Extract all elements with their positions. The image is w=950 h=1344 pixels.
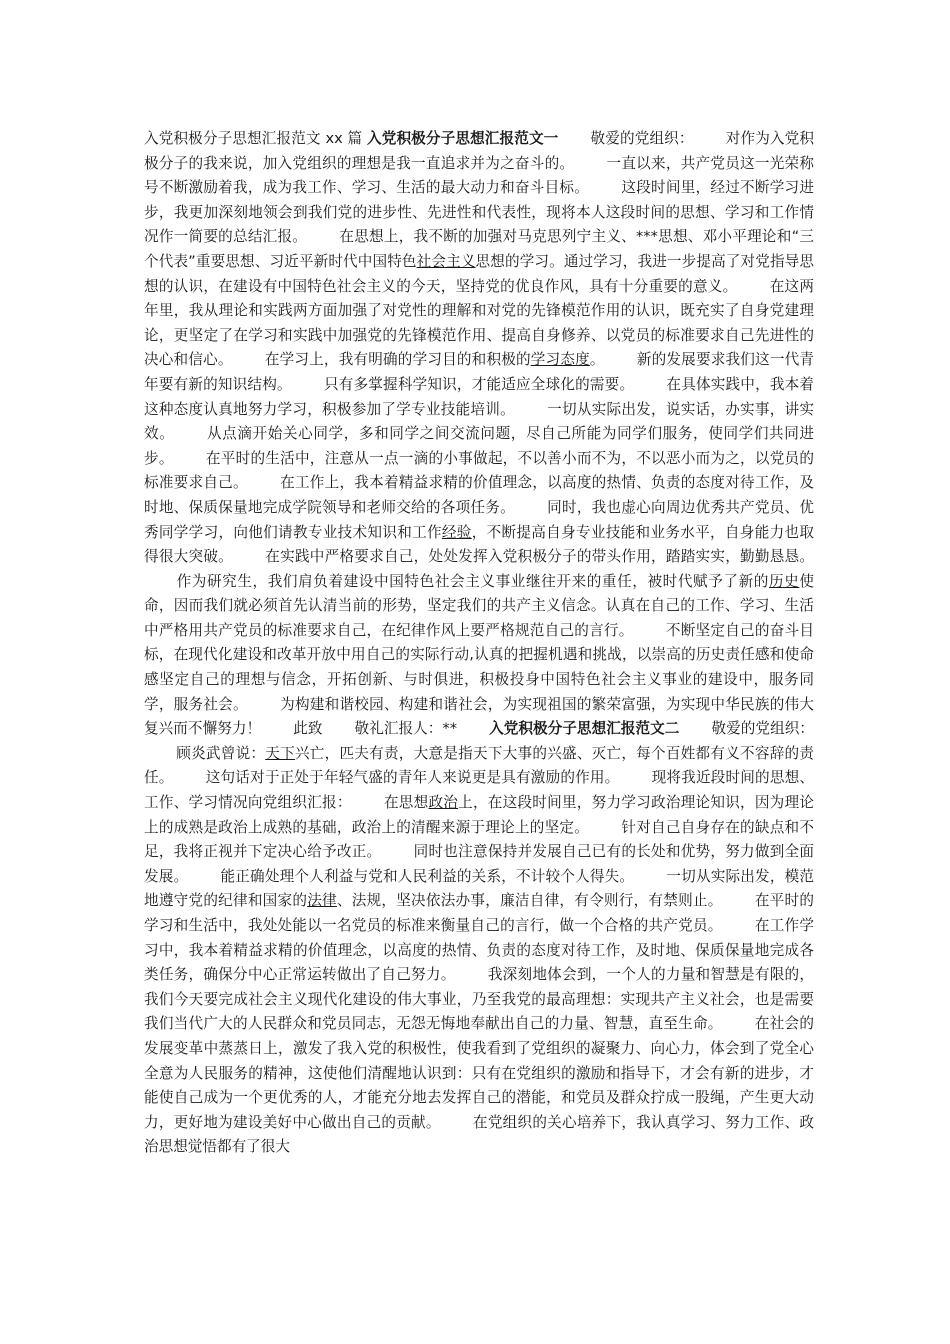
text-run: 这段时间里，经过不断学习进步，我更加深刻地领会到我们党的进步性、先进性和代表性，现将本人这段时间的思想、学习和工作情况作一简要的总结汇报。 (144, 179, 814, 246)
text-run: 现将我近段时间的思想、工作、学习情况向党组织汇报： (144, 769, 814, 812)
text-run: 新的发展要求我们这一代青年要有新的知识结构。 (144, 351, 814, 393)
text-run: 为构建和谐校园、构建和谐社会，为实现祖国的繁荣富强，为实现中华民族的伟大复兴而不懈努力！ (144, 695, 814, 738)
text-run: 顾炎武曾说： (176, 744, 266, 762)
text-run: 在平时的学习和生活中，我处处能以一名党员的标准来衡量自己的言行，做一个合格的共产党员。 (144, 892, 814, 934)
text-run: 。 (589, 351, 605, 369)
text-run: 一直以来，共产党员这一光荣称号不断激励着我，成为我工作、学习、生活的最大动力和奋斗目标。 (144, 154, 814, 197)
text-run: 作为研究生，我们肩负着建设中国特色社会主义事业继往开来的重任，被时代赋予了新的 (176, 572, 769, 590)
text-run: 在实践中严格要求自己，处处发挥入党积极分子的带头作用，踏踏实实，勤勤恳恳。 (265, 548, 814, 566)
underlined-term: 学习态度 (530, 351, 590, 369)
underlined-term: 社会主义 (416, 252, 476, 270)
text-run: 思想的学习。通过学习，我进一步提高了对党指导思想的认识，在建设有中国特色社会主义的今天，坚持党的优良作风，具有十分重要的意义。 (144, 252, 814, 295)
text-run: 敬爱的党组织： (590, 130, 694, 147)
text-run: 在社会的发展变革中蒸蒸日上，激发了我入党的积极性，使我看到了党组织的凝聚力、向心力，体会到了党全心全意为人民服务的精神，这使他们清醒地认识到：只有在党组织的激励和指导下，才会有新的进步，才能使自己成为一个更优秀的人，才能充分地去发挥自己的潜能，和党员及群众拧成一股绳，产生更大动力，更好地为建设美好中心做出自己的贡献。 (144, 1015, 814, 1131)
text-run: 同时，我也虚心向周边优秀共产党员、优秀同学学习，向他们请教专业技术知识和工作 (144, 498, 814, 541)
text-run: 我深刻地体会到，一个人的力量和智慧是有限的，我们今天要完成社会主义现代化建设的伟大事业，乃至我党的最高理想：实现共产主义社会，也是需要我们当代广大的人民群众和党员同志，无怨无悔地奉献出自己的力量、智慧，直至生命。 (144, 966, 814, 1033)
text-run: 只有多掌握科学知识，才能适应全球化的需要。 (323, 375, 635, 393)
text-run: 、法规，坚决依法办事，廉洁自律，有令则行，有禁则止。 (336, 892, 723, 910)
text-run: 在这两年里，我从理论和实践两方面加强了对党性的理解和对党的先锋模范作用的认识，既充实了自身党建理论，更坚定了在学习和实践中加强党的先锋模范作用、提高自身修养、以党员的标准要求自己先进性的决心和信心。 (144, 277, 814, 369)
text-run: 在党组织的关心培养下，我认真学习、努力工作、政治思想觉悟都有了很大 (144, 1113, 814, 1156)
text-run: 在平时的生活中，注意从一点一滴的小事做起，不以善小而不为，不以恶小而为之，以党员的标准要求自己。 (144, 449, 814, 492)
text-run: 上，在这段时间里，努力学习政治理论知识，因为理论上的成熟是政治上成熟的基础，政治上的清醒来源于理论上的坚定。 (144, 794, 814, 836)
text-run: 在具体实践中，我本着这种态度认真地努力学习，积极参加了学专业技能培训。 (144, 375, 814, 418)
text-run: 兴亡，匹夫有责，大意是指天下大事的兴盛、灭亡，每个百姓都有义不容辞的责任。 (144, 744, 814, 787)
underlined-term: 经验 (441, 523, 472, 541)
text-run: 在工作上，我本着精益求精的价值理念，以高度的热情、负责的态度对待工作，及时地、保质保量地完成学院领导和老师交给的各项任务。 (144, 474, 814, 516)
text-run: 在思想 (383, 794, 429, 812)
text-run: 一切从实际出发，说实话，办实事，讲实效。 (144, 400, 814, 443)
text-run: 在学习上，我有明确的学习目的和积极的 (264, 351, 531, 369)
text-run: 使命，因而我们就必须首先认清当前的形势，坚定我们的共产主义信念。认真在自己的工作、学习、生活中严格用共产党员的标准要求自己，在纪律作风上要严格规范自己的言行。 (144, 572, 814, 639)
section-heading: 入党积极分子思想汇报范文二 (489, 720, 680, 738)
text-run: 能正确处理个人利益与党和人民利益的关系，不计较个人得失。 (220, 867, 635, 885)
text-run: 在工作学习中，我本着精益求精的价值理念，以高度的热情、负责的态度对待工作，及时地、保质保量地完成各类任务，确保分中心正常运转做出了自己努力。 (144, 917, 814, 984)
document-body (144, 127, 814, 1160)
text-run: 从点滴开始关心同学，多和同学之间交流问题，尽自己所能为同学们服务，使同学们共同进步。 (144, 425, 814, 467)
text-run: 敬礼汇报人：** (354, 720, 458, 738)
underlined-term: 法律 (307, 892, 337, 910)
text-run: 敬爱的党组织： (711, 720, 814, 738)
text-run: 在思想上，我不断的加强对马克思列宁主义、***思想、邓小平理论和“三个代表”重要思想、习近平新时代中国特色 (144, 228, 814, 270)
text-run: ，不断提高自身专业技能和业务水平，自身能力也取得很大突破。 (144, 523, 814, 566)
underlined-term: 历史 (768, 572, 800, 590)
text-run: 同时也注意保持并发展自己已有的长处和优势，努力做到全面发展。 (144, 843, 814, 885)
section-heading: 入党积极分子思想汇报范文一 (367, 130, 559, 147)
text-run: 一切从实际出发，模范地遵守党的纪律和国家的 (144, 867, 814, 910)
underlined-term: 天下 (265, 744, 295, 762)
text-run: 入党积极分子思想汇报范文 xx 篇 (144, 130, 367, 147)
text-run: 对作为入党积极分子的我来说，加入党组织的理想是我一直追求并为之奋斗的。 (144, 130, 814, 172)
text-run: 针对自己自身存在的缺点和不足，我将正视并下定决心给予改正。 (144, 818, 814, 861)
text-run: 这句话对于正处于年轻气盛的青年人来说更是具有激励的作用。 (205, 769, 620, 787)
underlined-term: 政治 (428, 794, 459, 812)
text-run: 不断坚定自己的奋斗目标，在现代化建设和改革开放中用自己的实际行动,认真的把握机遇和挑战，以崇高的历史责任感和使命感坚定自己的理想与信念，开拓创新、与时俱进，积极投身中国特色社会主义事业的建设中，服务同学，服务社会。 (144, 621, 814, 713)
text-run: 此致 (293, 720, 323, 738)
